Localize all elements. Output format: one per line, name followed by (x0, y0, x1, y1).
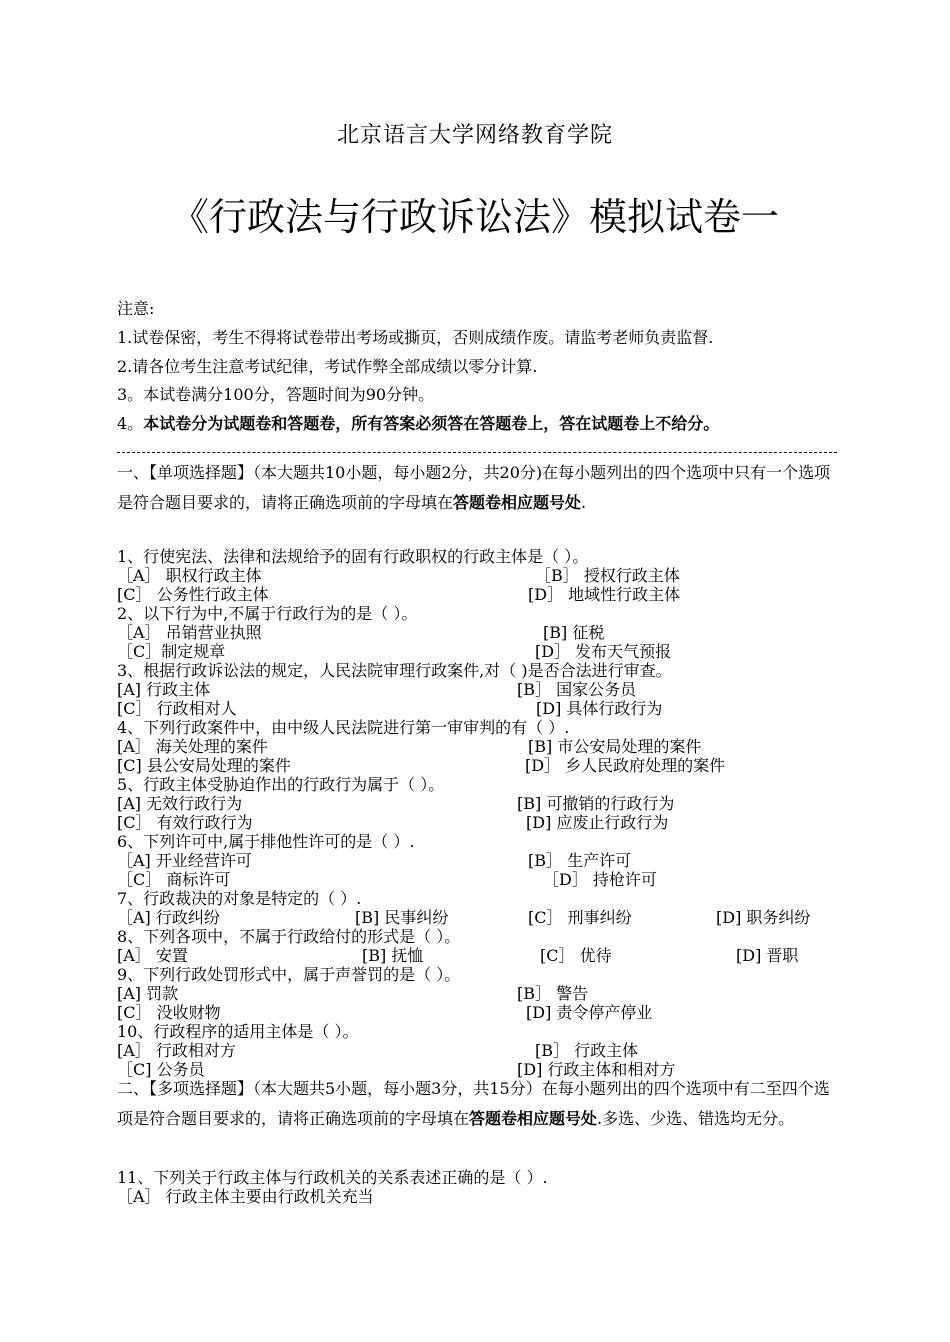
q2-option-b: [B] 征税 (543, 623, 605, 642)
q9-option-b: [B］ 警告 (517, 984, 589, 1003)
notice-item-4-prefix: 4。 (117, 414, 144, 433)
q4-option-c: [C] 县公安局处理的案件 (117, 756, 291, 775)
question-11: 11、下列关于行政主体与行政机关的关系表述正确的是（ ）. (117, 1168, 548, 1187)
q7-option-d: [D] 职务纠纷 (716, 908, 811, 927)
q9-option-d: [D] 责令停产停业 (526, 1003, 653, 1022)
q1-option-b: ［B］ 授权行政主体 (535, 566, 680, 585)
q10-option-b: [B］ 行政主体 (535, 1041, 639, 1060)
q3-option-a: [A] 行政主体 (117, 680, 211, 699)
q9-option-a: [A] 罚款 (117, 984, 179, 1003)
q3-option-d: [D] 具体行政行为 (536, 699, 663, 718)
q8-option-c: [C］ 优待 (540, 946, 612, 965)
section-2-instructions (117, 1074, 839, 1134)
q9-option-c: [C］ 没收财物 (117, 1003, 221, 1022)
q10-option-d: [D] 行政主体和相对方 (517, 1060, 676, 1079)
q5-option-c: [C］ 有效行政行为 (117, 813, 253, 832)
question-1: 1、行使宪法、法律和法规给予的固有行政职权的行政主体是（ ）。 (117, 547, 589, 566)
question-6: 6、下列许可中,属于排他性许可的是（ ）. (117, 832, 415, 851)
q2-option-a: ［A］ 吊销营业执照 (117, 623, 262, 642)
q10-option-c: ［C] 公务员 (117, 1060, 205, 1079)
q6-option-b: [B］ 生产许可 (528, 851, 632, 870)
dashed-divider (117, 452, 837, 453)
q10-option-a: [A］ 行政相对方 (117, 1041, 236, 1060)
q4-option-d: [D］ 乡人民政府处理的案件 (525, 756, 726, 775)
q8-option-b: [B] 抚恤 (362, 946, 424, 965)
question-8: 8、下列各项中，不属于行政给付的形式是（ ）。 (117, 927, 461, 946)
notice-item-2: 2.请各位考生注意考试纪律，考试作弊全部成绩以零分计算. (117, 357, 538, 376)
q5-option-d: [D] 应废止行政行为 (526, 813, 669, 832)
q11-option-a: ［A］ 行政主体主要由行政机关充当 (117, 1187, 374, 1206)
q8-option-a: [A］ 安置 (117, 946, 188, 965)
section-1-tail: . (581, 493, 587, 512)
q1-option-d: [D］ 地域性行政主体 (528, 585, 681, 604)
notice-item-3: 3。本试卷满分100分，答题时间为90分钟。 (117, 385, 435, 404)
section-1-answer-sheet-note: 答题卷相应题号处 (453, 493, 582, 512)
q4-option-b: [B] 市公安局处理的案件 (528, 737, 702, 756)
q3-option-b: [B］ 国家公务员 (517, 680, 637, 699)
section-2-answer-sheet-note: 答题卷相应题号处 (469, 1109, 598, 1128)
q3-option-c: [C］ 行政相对人 (117, 699, 237, 718)
q7-option-c: [C］ 刑事纠纷 (528, 908, 632, 927)
section-2-intro: 二、【多项选择题】（本大题共5小题，每小题3分，共15分）在每小题列出的四个选项中有二至四个选项是符合题目要求的，请将正确选项前的字母填在 (117, 1079, 830, 1128)
section-1-intro: 一、【单项选择题】（本大题共10小题，每小题2分，共20分)在每小题列出的四个选项中只有一个选项是符合题目要求的，请将正确选项前的字母填在 (117, 463, 831, 512)
q2-option-c: ［C］制定规章 (117, 642, 226, 661)
school-name: 北京语言大学网络教育学院 (336, 123, 613, 148)
q2-option-d: [D］ 发布天气预报 (535, 642, 672, 661)
q6-option-d: ［D］ 持枪许可 (543, 870, 657, 889)
q5-option-a: [A] 无效行政行为 (117, 794, 243, 813)
notice-item-4-bold: 本试卷分为试题卷和答题卷，所有答案必须答在答题卷上，答在试题卷上不给分。 (143, 414, 720, 433)
section-2-tail: .多选、少选、错选均无分。 (597, 1109, 795, 1128)
q6-option-a: ［A] 开业经营许可 (117, 851, 252, 870)
q6-option-c: ［C］ 商标许可 (117, 870, 231, 889)
q8-option-d: [D] 晋职 (736, 946, 799, 965)
question-10: 10、行政程序的适用主体是（ ）。 (117, 1022, 359, 1041)
question-5: 5、行政主体受胁迫作出的行政行为属于（ ）。 (117, 775, 445, 794)
question-4: 4、下列行政案件中，由中级人民法院进行第一审审判的有（ ）. (117, 718, 570, 737)
q7-option-b: [B] 民事纠纷 (355, 908, 449, 927)
notice-item-4 (117, 411, 719, 434)
question-7: 7、行政裁决的对象是特定的（ ）. (117, 889, 362, 908)
q1-option-c: [C］ 公务性行政主体 (117, 585, 269, 604)
q1-option-a: ［A］ 职权行政主体 (117, 566, 262, 585)
exam-title: 《行政法与行政诉讼法》模拟试卷一 (170, 195, 779, 239)
notice-label: 注意: (117, 299, 155, 318)
q4-option-a: [A］ 海关处理的案件 (117, 737, 268, 756)
notice-item-1: 1.试卷保密，考生不得将试卷带出考场或撕页，否则成绩作废。请监考老师负责监督. (117, 328, 714, 347)
q5-option-b: [B] 可撤销的行政行为 (517, 794, 675, 813)
question-9: 9、下列行政处罚形式中，属于声誉罚的是（ ）。 (117, 965, 461, 984)
question-2: 2、以下行为中,不属于行政行为的是（ ）。 (117, 604, 418, 623)
section-1-instructions (117, 458, 839, 518)
q7-option-a: ［A] 行政纠纷 (117, 908, 220, 927)
question-3: 3、根据行政诉讼法的规定，人民法院审理行政案件,对（ )是否合法进行审查。 (117, 661, 672, 680)
